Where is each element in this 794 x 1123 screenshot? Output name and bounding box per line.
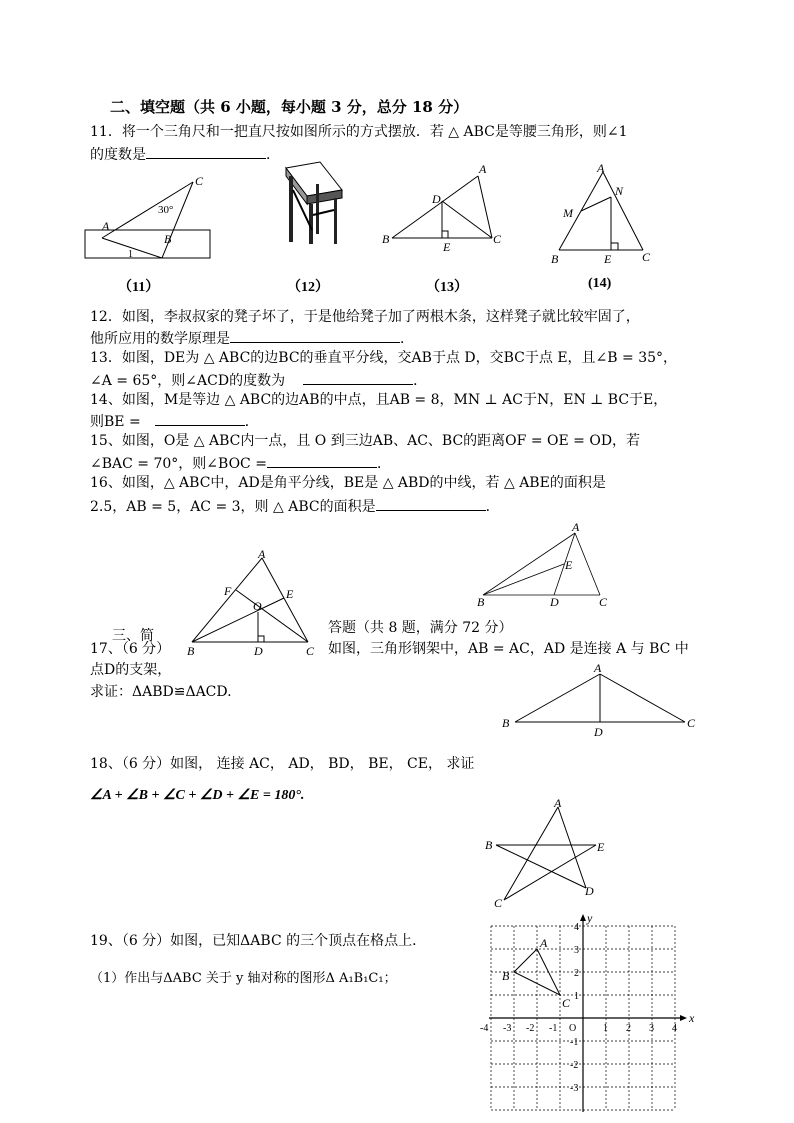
q14-line2 (90, 411, 259, 431)
caption-13: （13） (426, 280, 468, 295)
q16-line2 (90, 496, 500, 516)
q17-line3: 求证：ΔABD≌ΔACD. (90, 684, 232, 700)
q17-line1: 如图，三角形钢架中，AB = AC，AD 是连接 A 与 BC 中 (328, 641, 689, 657)
fig14-label-B: B (551, 252, 559, 266)
y-tick-label: 4 (574, 922, 579, 933)
fig13-label-E: E (443, 240, 451, 254)
section3-title-start: 三、简 (112, 628, 154, 644)
q16-line1: 16、如图，△ ABC中，AD是角平分线，BE是 △ ABD的中线，若 △ ABE的面积是 (90, 475, 606, 491)
section2-title: 二、填空题（共 6 小题，每小题 3 分，总分 18 分） (110, 98, 469, 116)
fig18-label-B: B (485, 838, 493, 852)
fig15-label-F: F (224, 584, 232, 598)
fig17-label-A: A (594, 661, 602, 675)
figure-15 (180, 540, 325, 660)
fig16-label-B: B (477, 595, 485, 609)
fig19-label-B: B (502, 969, 510, 983)
y-tick-label: 1 (574, 991, 579, 1002)
q11-answer-blank[interactable] (146, 144, 266, 159)
x-tick-label: -4 (480, 1023, 489, 1034)
figure-19-coordinate-grid (480, 902, 701, 1117)
fig18-label-A: A (554, 796, 562, 810)
q15-line2 (90, 453, 391, 473)
q15-period: ． (376, 456, 391, 472)
x-tick-label: -1 (549, 1023, 558, 1034)
caption-12: （12） (287, 280, 329, 295)
y-tick-label: 3 (574, 945, 579, 956)
q13-line2 (90, 370, 427, 390)
y-tick-label: 2 (574, 968, 579, 979)
q19-line1: 19、（6 分）如图，已知ΔABC 的三个顶点在格点上． (90, 933, 427, 949)
figure-16 (470, 520, 620, 615)
x-tick-label: 2 (626, 1023, 631, 1034)
q11-period: ． (266, 147, 280, 163)
q14-answer-blank[interactable] (155, 411, 245, 426)
q13-line1: 13．如图，DE为 △ ABC的边BC的垂直平分线，交AB于点 D，交BC于点 E，且∠B = 35°， (90, 350, 678, 366)
fig11-angle: 30° (158, 204, 174, 216)
q13-answer-blank[interactable] (303, 370, 413, 385)
q14-text: 则BE = (90, 414, 141, 430)
q12-answer-blank[interactable] (230, 328, 400, 343)
fig11-angle-1: 1 (128, 249, 133, 260)
fig18-label-E: E (597, 840, 605, 854)
y-tick-label: -3 (570, 1083, 579, 1094)
origin-label: O (569, 1023, 577, 1034)
fig17-label-B: B (502, 716, 510, 730)
q12-text: 他所应用的数学原理是 (90, 331, 230, 347)
fig11-label-B: B (164, 232, 172, 246)
section3-title-rest: 答题（共 8 题，满分 72 分） (328, 620, 513, 636)
q19-line2: （1）作出与ΔABC 关于 y 轴对称的图形Δ A₁B₁C₁； (90, 971, 397, 986)
fig19-label-A: A (540, 936, 548, 950)
fig16-label-A: A (572, 520, 580, 534)
fig16-label-D: D (550, 595, 559, 609)
x-axis-label: x (689, 1011, 695, 1025)
q11-line1: 11．将一个三角尺和一把直尺按如图所示的方式摆放．若 △ ABC是等腰三角形，则∠1 (90, 124, 628, 140)
x-tick-label: 1 (603, 1023, 608, 1034)
fig14-label-M: M (563, 206, 573, 220)
figure-17 (500, 660, 700, 740)
q15-answer-blank[interactable] (267, 453, 377, 468)
q14-period: ． (244, 414, 259, 430)
fig14-label-E: E (604, 252, 612, 266)
q17-line2: 点D的支架， (90, 662, 172, 678)
q16-answer-blank[interactable] (376, 496, 486, 511)
y-axis-label: y (587, 911, 593, 925)
q12-line1: 12．如图，李叔叔家的凳子坏了，于是他给凳子加了两根木条，这样凳子就比较牢固了， (90, 309, 640, 325)
caption-14: (14) (588, 276, 612, 291)
fig13-label-A: A (479, 162, 487, 176)
q12-line2 (90, 328, 414, 348)
fig15-label-O: O (253, 599, 262, 613)
fig17-label-D: D (594, 725, 603, 739)
fig15-label-B: B (187, 644, 195, 658)
x-axis-arrow (680, 1015, 687, 1021)
figure-14 (545, 160, 660, 270)
q16-text: 2.5，AB = 5，AC = 3，则 △ ABC的面积是 (90, 499, 376, 515)
figure-18-star (480, 795, 615, 910)
fig15-label-C: C (306, 644, 315, 658)
x-tick-label: 4 (672, 1023, 677, 1034)
x-tick-label: 3 (649, 1023, 654, 1034)
fig14-label-C: C (642, 250, 651, 264)
q14-line1: 14、如图，M是等边 △ ABC的边AB的中点，且AB = 8，MN ⊥ AC于N，EN ⊥ BC于E， (90, 392, 668, 408)
fig15-label-A: A (258, 547, 266, 561)
caption-11: （11） (118, 280, 160, 295)
x-tick-label: -2 (526, 1023, 535, 1034)
fig14-label-A: A (597, 161, 605, 175)
fig16-label-C: C (599, 595, 608, 609)
q11-text: 的度数是 (90, 147, 146, 163)
fig18-label-C: C (494, 896, 503, 910)
q13-period: ． (413, 373, 428, 389)
fig15-label-E: E (286, 587, 294, 601)
fig17-label-C: C (687, 716, 696, 730)
q16-period: ． (485, 499, 500, 515)
x-tick-label: -3 (503, 1023, 512, 1034)
q15-line1: 15、如图，O是 △ ABC内一点，且 O 到三边AB、AC、BC的距离OF = OE = OD，若 (90, 433, 641, 449)
fig15-label-D: D (254, 644, 263, 658)
y-axis-arrow (580, 914, 586, 921)
fig19-label-C: C (562, 996, 571, 1010)
figure-11 (80, 170, 230, 270)
fig16-label-E: E (565, 558, 573, 572)
fig13-label-C: C (493, 232, 502, 246)
fig14-label-N: N (615, 184, 624, 198)
q13-text: ∠A = 65°，则∠ACD的度数为 (90, 373, 286, 389)
q11-line2 (90, 144, 280, 164)
y-tick-label: -1 (570, 1037, 579, 1048)
fig11-label-A: A (102, 219, 110, 233)
q15-text: ∠BAC = 70°，则∠BOC = (90, 456, 267, 472)
q12-period: ． (400, 331, 414, 347)
q18-formula: ∠A + ∠B + ∠C + ∠D + ∠E = 180°. (90, 788, 305, 803)
y-tick-label: -2 (570, 1060, 579, 1071)
q17-score: 17、（6 分） (90, 641, 171, 657)
fig11-label-C: C (195, 174, 204, 188)
figure-13 (380, 162, 515, 260)
q18-line1: 18、（6 分）如图， 连接 AC， AD， BD， BE， CE， 求证 (90, 756, 475, 772)
fig18-label-D: D (585, 884, 594, 898)
figure-12-stool (272, 160, 352, 250)
fig13-label-B: B (382, 232, 390, 246)
fig13-label-D: D (432, 192, 441, 206)
